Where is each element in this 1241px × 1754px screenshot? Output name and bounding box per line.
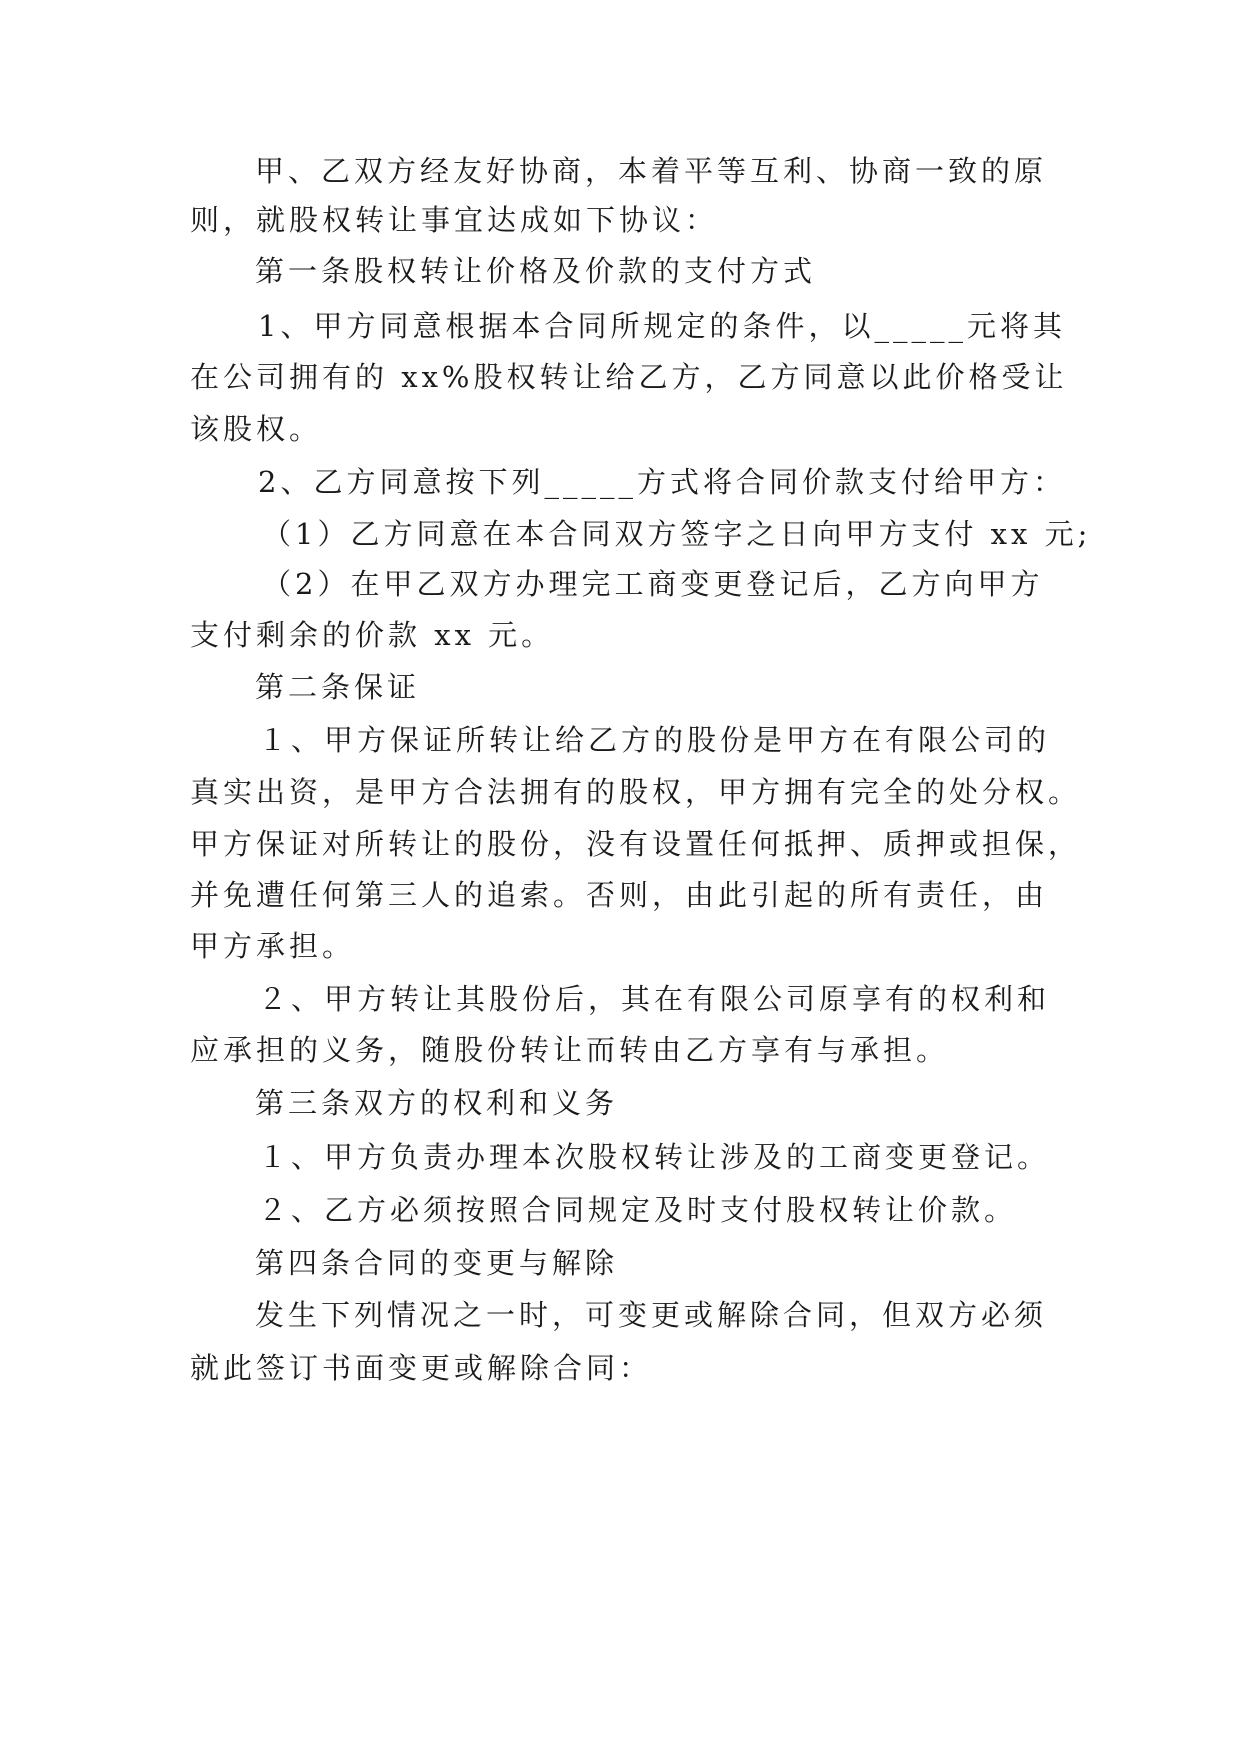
article-3-clause-2: ２、乙方必须按照合同规定及时支付股权转让价款。	[258, 1193, 1018, 1227]
article-4-paragraph-line-1: 发生下列情况之一时，可变更或解除合同，但双方必须	[255, 1298, 1048, 1332]
article-1-item-2-line-1: （2）在甲乙双方办理完工商变更登记后，乙方向甲方	[262, 567, 1044, 601]
article-1-clause-2: 2、乙方同意按下列_____方式将合同价款支付给甲方：	[258, 465, 1066, 499]
article-1-clause-1-line-1: 1、甲方同意根据本合同所规定的条件，以_____元将其	[258, 309, 1066, 343]
article-3-clause-1: １、甲方负责办理本次股权转让涉及的工商变更登记。	[258, 1140, 1051, 1174]
article-2-clause-1-line-2: 真实出资，是甲方合法拥有的股权，甲方拥有完全的处分权。	[190, 775, 1082, 809]
article-1-clause-1-line-2: 在公司拥有的 xx%股权转让给乙方，乙方同意以此价格受让	[190, 360, 1068, 394]
article-1-clause-1-line-3: 该股权。	[190, 412, 323, 446]
paragraph-intro-line-1: 甲、乙双方经友好协商，本着平等互利、协商一致的原	[255, 154, 1048, 188]
article-4-heading: 第四条合同的变更与解除	[255, 1246, 619, 1280]
article-4-paragraph-line-2: 就此签订书面变更或解除合同：	[190, 1351, 653, 1385]
article-1-item-2-line-2: 支付剩余的价款 xx 元。	[190, 618, 555, 652]
article-2-clause-1-line-4: 并免遭任何第三人的追索。否则，由此引起的所有责任，由	[190, 878, 1049, 912]
article-1-item-1: （1）乙方同意在本合同双方签字之日向甲方支付 xx 元;	[262, 517, 1092, 551]
article-3-heading: 第三条双方的权利和义务	[255, 1086, 619, 1120]
article-2-clause-2-line-1: ２、甲方转让其股份后，其在有限公司原享有的权利和	[258, 982, 1051, 1016]
article-2-clause-1-line-5: 甲方承担。	[190, 929, 356, 963]
article-2-clause-1-line-3: 甲方保证对所转让的股份，没有设置任何抵押、质押或担保，	[190, 827, 1082, 861]
article-2-heading: 第二条保证	[255, 670, 421, 704]
paragraph-intro-line-2: 则，就股权转让事宜达成如下协议：	[190, 203, 719, 237]
article-1-heading: 第一条股权转让价格及价款的支付方式	[255, 254, 817, 288]
article-2-clause-1-line-1: １、甲方保证所转让给乙方的股份是甲方在有限公司的	[258, 723, 1051, 757]
article-2-clause-2-line-2: 应承担的义务，随股份转让而转由乙方享有与承担。	[190, 1033, 950, 1067]
